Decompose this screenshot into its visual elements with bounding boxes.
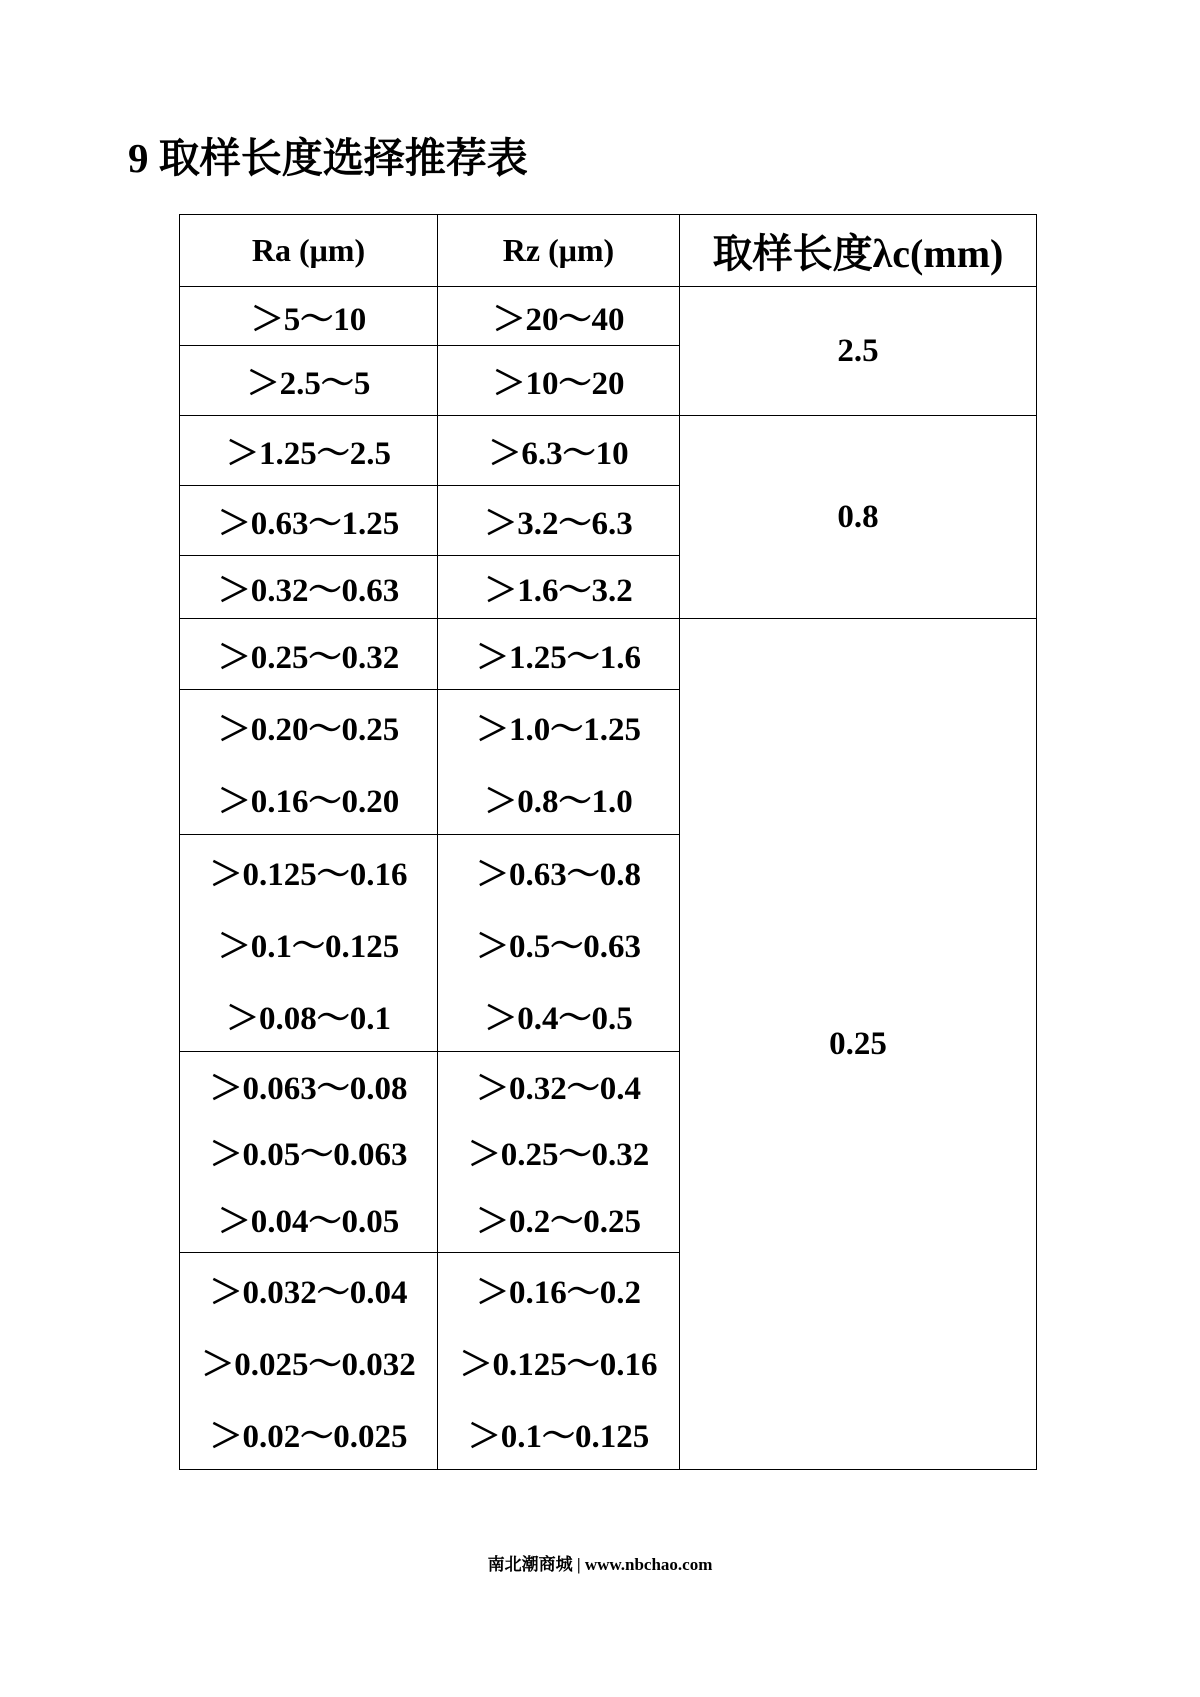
ra-range: ＞5～10 xyxy=(250,301,367,338)
ra-range: ＞0.63～1.25 xyxy=(217,506,400,542)
ra-range: ＞0.16～0.20 xyxy=(217,783,400,820)
rz-range: ＞0.4～0.5 xyxy=(484,1000,633,1037)
rz-range: ＞1.0～1.25 xyxy=(476,711,641,748)
rz-cell xyxy=(438,619,680,690)
rz-cell xyxy=(438,690,680,835)
rz-cell xyxy=(438,346,680,416)
sampling-length-table xyxy=(179,214,1037,1470)
rz-range: ＞10～20 xyxy=(492,366,625,402)
ra-cell xyxy=(180,690,438,835)
ra-cell xyxy=(180,287,438,346)
rz-range: ＞3.2～6.3 xyxy=(484,506,633,542)
ra-cell xyxy=(180,1253,438,1470)
ra-range: ＞0.063～0.08 xyxy=(209,1070,408,1107)
sampling-length-value: 0.8 xyxy=(680,416,1037,619)
rz-cell xyxy=(438,1253,680,1470)
ra-range: ＞1.25～2.5 xyxy=(226,436,391,472)
ra-range: ＞0.032～0.04 xyxy=(209,1274,408,1311)
ra-range: ＞0.25～0.32 xyxy=(217,639,400,676)
header-sampling-length: 取样长度λc(mm) xyxy=(680,215,1037,287)
ra-range: ＞0.20～0.25 xyxy=(217,711,400,748)
ra-range: ＞0.125～0.16 xyxy=(209,856,408,893)
ra-cell xyxy=(180,486,438,556)
ra-range: ＞2.5～5 xyxy=(246,366,371,402)
table-row xyxy=(180,619,1037,690)
table-row xyxy=(180,416,1037,486)
rz-range: ＞0.32～0.4 xyxy=(476,1070,641,1107)
sampling-length-value: 2.5 xyxy=(680,287,1037,416)
ra-range: ＞0.05～0.063 xyxy=(209,1137,408,1174)
rz-range: ＞6.3～10 xyxy=(488,436,629,472)
rz-range: ＞0.1～0.125 xyxy=(467,1418,650,1455)
rz-range: ＞0.125～0.16 xyxy=(459,1346,658,1383)
rz-cell xyxy=(438,835,680,1052)
header-ra: Ra (μm) xyxy=(180,215,438,287)
header-rz: Rz (μm) xyxy=(438,215,680,287)
ra-cell xyxy=(180,1052,438,1253)
table-row xyxy=(180,287,1037,346)
rz-cell xyxy=(438,556,680,619)
ra-cell xyxy=(180,556,438,619)
rz-cell xyxy=(438,287,680,346)
sampling-length-value: 0.25 xyxy=(680,619,1037,1470)
rz-range: ＞1.25～1.6 xyxy=(476,639,641,676)
rz-range: ＞0.63～0.8 xyxy=(476,856,641,893)
ra-range: ＞0.1～0.125 xyxy=(217,928,400,965)
rz-range: ＞0.16～0.2 xyxy=(476,1274,641,1311)
rz-range: ＞0.8～1.0 xyxy=(484,783,633,820)
ra-range: ＞0.02～0.025 xyxy=(209,1418,408,1455)
ra-range: ＞0.04～0.05 xyxy=(217,1204,400,1241)
rz-range: ＞0.5～0.63 xyxy=(476,928,641,965)
rz-range: ＞1.6～3.2 xyxy=(484,572,633,609)
ra-cell xyxy=(180,416,438,486)
rz-range: ＞0.25～0.32 xyxy=(467,1137,650,1174)
rz-range: ＞20～40 xyxy=(492,301,625,338)
ra-cell xyxy=(180,619,438,690)
ra-range: ＞0.08～0.1 xyxy=(226,1000,391,1037)
ra-cell xyxy=(180,346,438,416)
rz-cell xyxy=(438,486,680,556)
ra-range: ＞0.025～0.032 xyxy=(201,1346,416,1383)
rz-cell xyxy=(438,416,680,486)
ra-range: ＞0.32～0.63 xyxy=(217,572,400,609)
page-title: 9 取样长度选择推荐表 xyxy=(128,135,528,181)
ra-cell xyxy=(180,835,438,1052)
rz-cell xyxy=(438,1052,680,1253)
rz-range: ＞0.2～0.25 xyxy=(476,1204,641,1241)
footer-source: 南北潮商城 | www.nbchao.com xyxy=(487,1555,713,1574)
